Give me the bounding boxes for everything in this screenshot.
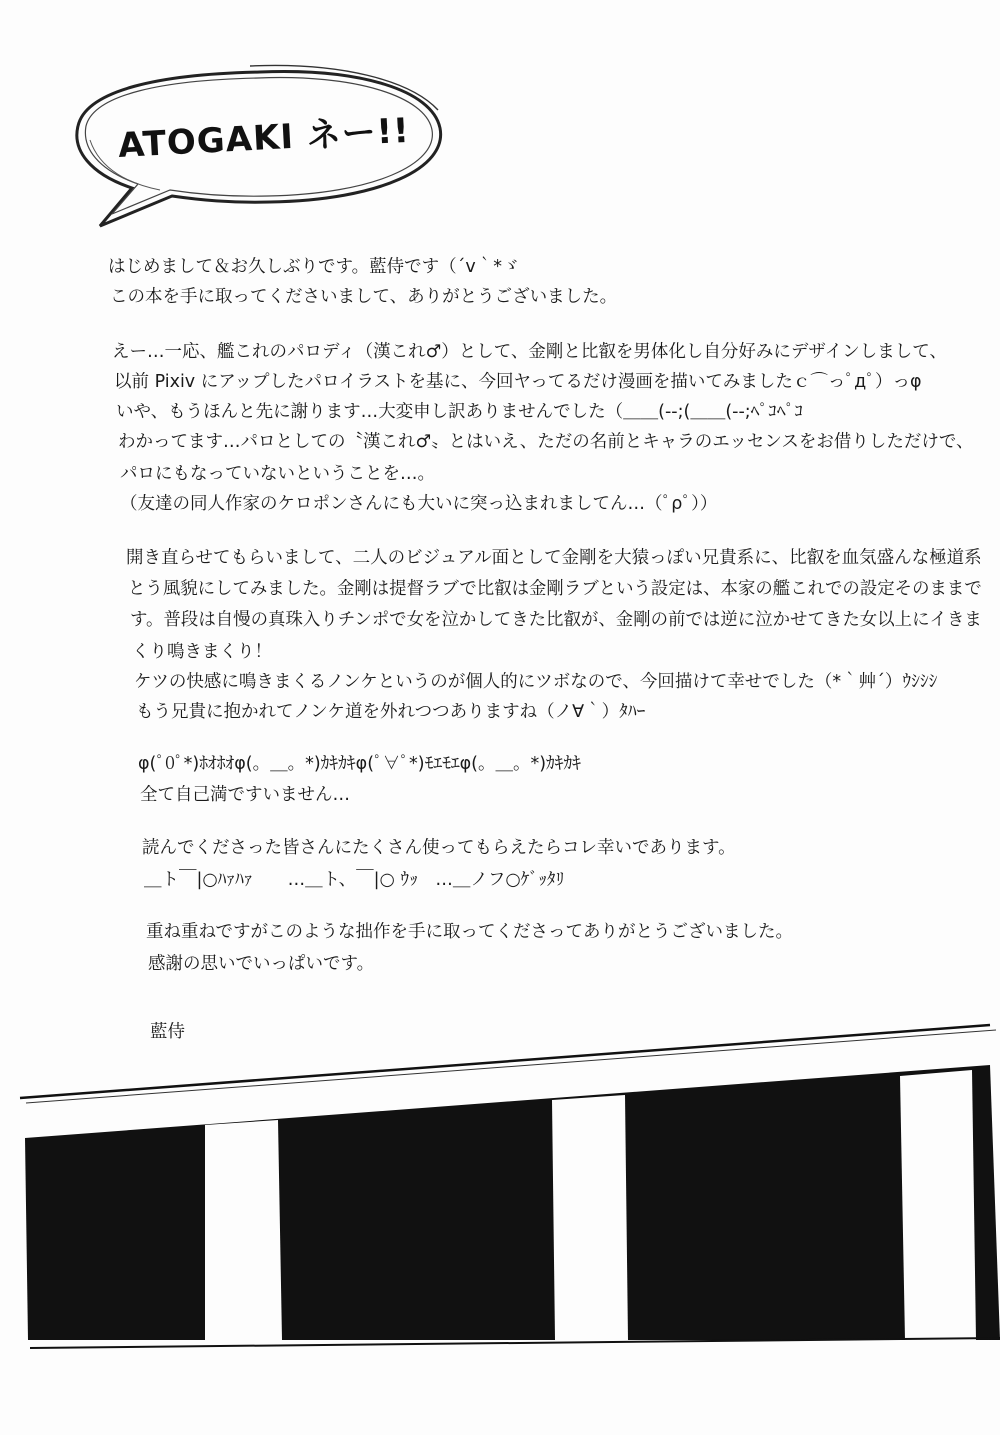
text-line: えー…一応、艦これのパロディ（漢これ♂）として、金剛と比叡を男体化し自分好みにデザインしまして、 (112, 342, 947, 362)
text-line: 以前 Pixiv にアップしたパロイラストを基に、今回ヤってるだけ漫画を描いてみましたｃ⌒っﾟдﾟ）っφ (114, 372, 922, 392)
text-line: パロにもなっていないということを…。 (120, 464, 435, 484)
text-line: す。普段は自慢の真珠入りチンポで女を泣かしてきた比叡が、金剛の前では逆に泣かせてきた女以上にイきま (130, 610, 982, 630)
text-line: 全て自己満ですいません… (140, 785, 350, 805)
text-line: ケツの快感に鳴きまくるノンケというのが個人的にツボなので、今回描けて幸せでした（*｀艸´）ｳｼｼｼ (134, 672, 938, 692)
text-line: （友達の同人作家のケロポンさんにも大いに突っ込まれましてん…（ﾟρﾟ）） (120, 494, 718, 514)
text-line: 重ね重ねですがこのような拙作を手に取ってくださってありがとうございました。 (146, 922, 794, 942)
text-line: くり鳴きまくり！ (132, 642, 272, 662)
text-line: ＿ト￣|○ﾊｧﾊｧ …＿ト、￣|○ ｳｯ …＿ノフ○ｹﾞｯﾀﾘ (144, 870, 565, 890)
text-line: はじめまして＆お久しぶりです。藍侍です（´v｀*ゞ (108, 257, 520, 277)
text-line: いや、もうほんと先に謝ります…大変申し訳ありませんでした（＿＿(--;(＿＿(--;ﾍﾟｺﾍﾟｺ (116, 402, 804, 422)
text-line: とう風貌にしてみました。金剛は提督ラブで比叡は金剛ラブという設定は、本家の艦これでの設定そのままで (128, 579, 982, 599)
page-title: ATOGAKI ネー!! (117, 110, 411, 166)
text-line: わかってます…パロとしての〝漢これ♂〟とはいえ、ただの名前とキャラのエッセンスをお借りしただけで、 (118, 432, 974, 452)
text-line: 感謝の思いでいっぱいです。 (148, 954, 375, 974)
signature: 藍侍 (150, 1022, 185, 1042)
text-line: もう兄貴に抱かれてノンケ道を外れつつありますね（ノ∀｀）ﾀﾊｰ (136, 702, 646, 722)
text-line: 開き直らせてもらいまして、二人のビジュアル面として金剛を大猿っぽい兄貴系に、比叡を血気盛んな極道系 (126, 548, 982, 568)
text-line: 読んでくださった皆さんにたくさん使ってもらえたらコレ幸いであります。 (142, 838, 736, 858)
decorative-stripe-band (0, 1010, 1000, 1390)
text-line: φ(ﾟ0ﾟ*)ﾎｵﾎｵφ(。＿。*)ｶｷｶｷφ(ﾟ∀ﾟ*)ﾓｴﾓｴφ(。＿。*)ｶｷｶｷ (138, 754, 582, 774)
text-line: この本を手に取ってくださいまして、ありがとうございました。 (110, 287, 618, 307)
